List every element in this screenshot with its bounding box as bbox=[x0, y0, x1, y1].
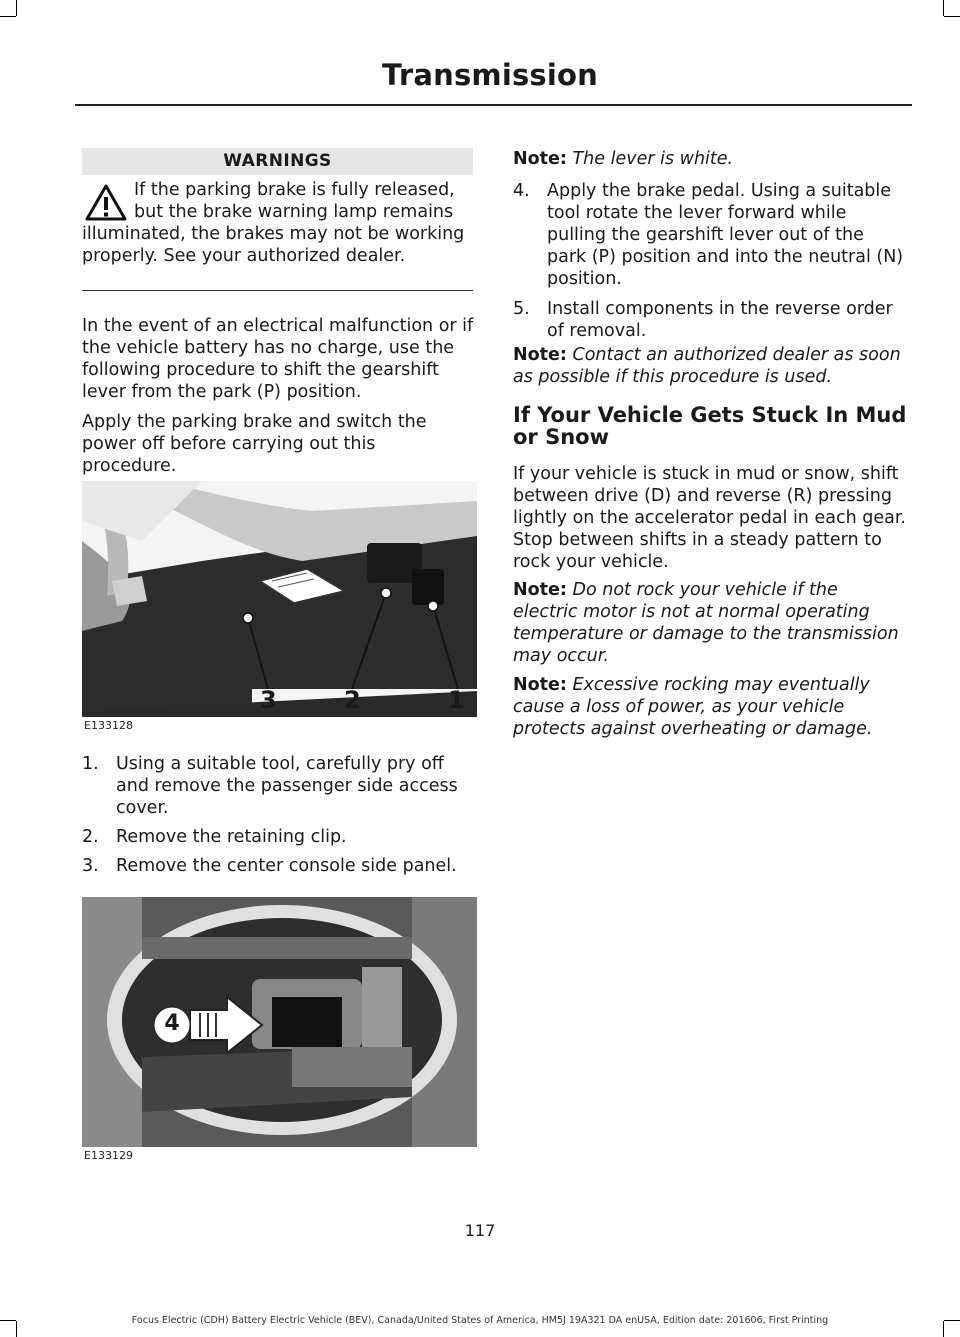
figure-id: E133129 bbox=[84, 1149, 133, 1162]
callout-4: 4 bbox=[164, 1011, 180, 1036]
steps-list-right bbox=[513, 180, 907, 342]
note-rocking-power: Note: Excessive rocking may eventually cause a loss of power, as your vehicle protects against overheating or damage. bbox=[513, 675, 873, 739]
figure-id: E133128 bbox=[84, 719, 133, 732]
note-rocking-temperature: Note: Do not rock your vehicle if the electric motor is not at normal operating temperature or damage to the transmission may occur. bbox=[513, 580, 899, 666]
crop-mark bbox=[943, 0, 944, 16]
list-item: 2. Remove the retaining clip. bbox=[82, 827, 347, 847]
list-item: 4. Apply the brake pedal. Using a suitable tool rotate the lever forward while pulling the gearshift lever out of the park (P) position and into the neutral (N) position. bbox=[513, 181, 904, 289]
warning-body bbox=[82, 179, 473, 267]
footer-text: Focus Electric (CDH) Battery Electric Vehicle (BEV), Canada/United States of America, HM5J 19A321 DA enUSA, Edition date: 201606, First Printing bbox=[131, 1315, 829, 1326]
page-number: 117 bbox=[464, 1221, 496, 1240]
instruction-paragraph: Apply the parking brake and switch the power off before carrying out this procedure. bbox=[82, 412, 427, 476]
crop-mark bbox=[944, 16, 960, 17]
stuck-paragraph: If your vehicle is stuck in mud or snow, shift between drive (D) and reverse (R) pressing lightly on the accelerator pedal in each gear. Stop between shifts in a steady pattern to rock your vehicle. bbox=[513, 464, 906, 572]
list-item: 1. Using a suitable tool, carefully pry off and remove the passenger side access cover. bbox=[82, 754, 458, 818]
list-item: 3. Remove the center console side panel. bbox=[82, 856, 457, 876]
steps-list-left bbox=[82, 753, 477, 877]
warning-triangle-icon bbox=[84, 183, 128, 223]
crop-mark bbox=[16, 0, 17, 16]
warning-heading: WARNINGS bbox=[82, 148, 473, 175]
figure-shift-lever bbox=[82, 897, 477, 1165]
note-lever: Note: The lever is white. bbox=[513, 149, 734, 169]
intro-paragraph: In the event of an electrical malfunction or if the vehicle battery has no charge, use the following procedure to shift the gearshift lever from the park (P) position. bbox=[82, 316, 474, 402]
figure-console-side bbox=[82, 481, 477, 736]
header-divider bbox=[75, 104, 912, 106]
callout-2: 2 bbox=[344, 686, 361, 714]
section-heading: If Your Vehicle Gets Stuck In Mud or Snow bbox=[513, 403, 907, 449]
note-contact-dealer: Note: Contact an authorized dealer as soon as possible if this procedure is used. bbox=[513, 345, 901, 387]
page-title: Transmission bbox=[382, 58, 598, 92]
console-illustration bbox=[82, 481, 477, 736]
lever-illustration bbox=[82, 897, 477, 1165]
callout-3: 3 bbox=[260, 686, 277, 714]
warning-divider bbox=[82, 290, 473, 291]
crop-mark bbox=[0, 16, 16, 17]
callout-1: 1 bbox=[448, 686, 465, 714]
list-item: 5. Install components in the reverse order of removal. bbox=[513, 299, 893, 341]
warning-text: If the parking brake is fully released, but the brake warning lamp remains illuminated, the brakes may not be working properly. See your authorized dealer. bbox=[82, 180, 465, 266]
